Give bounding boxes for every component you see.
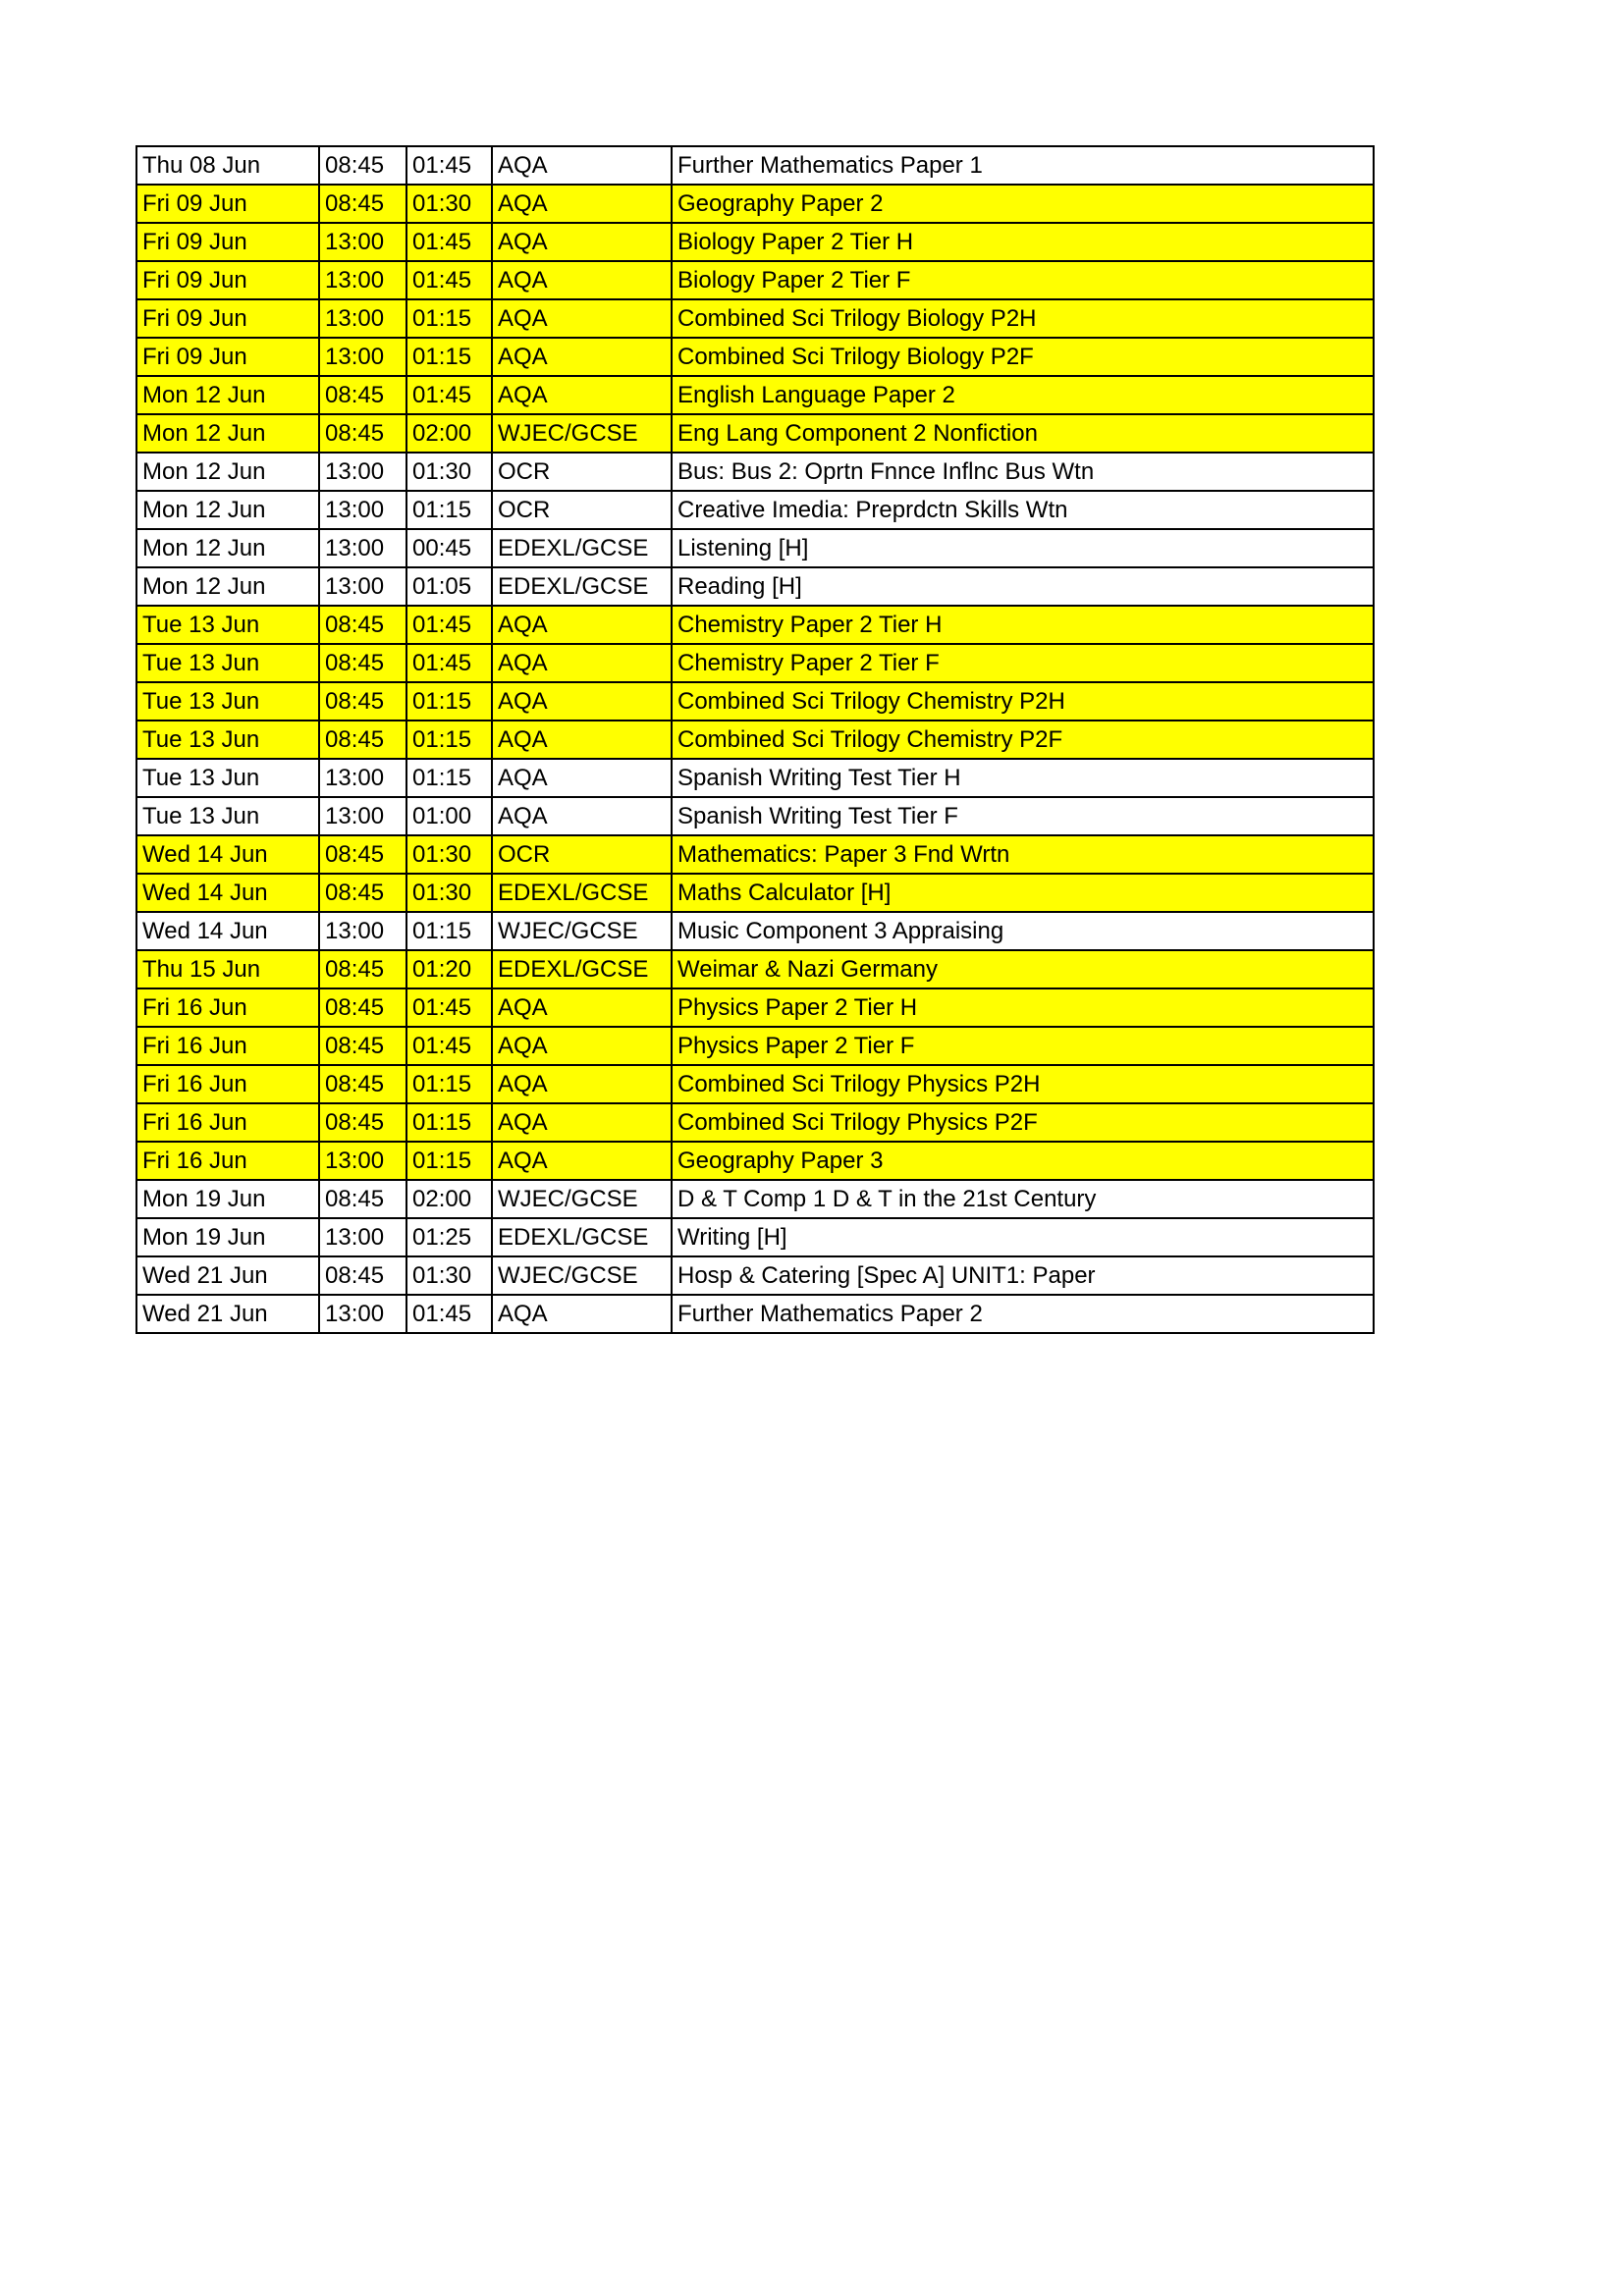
exam-date: Mon 19 Jun [136,1180,319,1218]
table-row [136,453,1374,491]
table-row [136,721,1374,759]
exam-board: AQA [492,644,672,682]
exam-subject: Combined Sci Trilogy Chemistry P2H [672,682,1374,721]
exam-date: Wed 14 Jun [136,874,319,912]
exam-subject: Physics Paper 2 Tier F [672,1027,1374,1065]
exam-duration: 01:15 [406,338,492,376]
exam-duration: 01:15 [406,1142,492,1180]
exam-subject: Physics Paper 2 Tier H [672,988,1374,1027]
exam-start-time: 08:45 [319,1256,406,1295]
exam-start-time: 13:00 [319,453,406,491]
exam-timetable [135,145,1375,1334]
exam-board: AQA [492,376,672,414]
exam-subject: Music Component 3 Appraising [672,912,1374,950]
table-row [136,1142,1374,1180]
exam-date: Fri 09 Jun [136,185,319,223]
exam-duration: 01:45 [406,223,492,261]
exam-start-time: 08:45 [319,1180,406,1218]
exam-duration: 01:30 [406,1256,492,1295]
exam-date: Mon 12 Jun [136,453,319,491]
exam-board: EDEXL/GCSE [492,1218,672,1256]
exam-subject: Geography Paper 3 [672,1142,1374,1180]
exam-board: WJEC/GCSE [492,1256,672,1295]
exam-subject: Chemistry Paper 2 Tier H [672,606,1374,644]
exam-date: Mon 19 Jun [136,1218,319,1256]
exam-duration: 01:45 [406,146,492,185]
exam-subject: Biology Paper 2 Tier F [672,261,1374,299]
table-row [136,1180,1374,1218]
exam-board: WJEC/GCSE [492,1180,672,1218]
exam-board: OCR [492,491,672,529]
exam-subject: Writing [H] [672,1218,1374,1256]
table-row [136,1027,1374,1065]
exam-duration: 01:30 [406,453,492,491]
exam-subject: Bus: Bus 2: Oprtn Fnnce Inflnc Bus Wtn [672,453,1374,491]
exam-duration: 01:05 [406,567,492,606]
exam-board: AQA [492,606,672,644]
table-row [136,797,1374,835]
table-row [136,261,1374,299]
table-row [136,1295,1374,1333]
exam-board: AQA [492,1103,672,1142]
table-row [136,567,1374,606]
exam-date: Mon 12 Jun [136,376,319,414]
exam-date: Fri 16 Jun [136,988,319,1027]
exam-duration: 01:45 [406,261,492,299]
exam-subject: Combined Sci Trilogy Physics P2F [672,1103,1374,1142]
exam-start-time: 13:00 [319,912,406,950]
exam-start-time: 13:00 [319,223,406,261]
exam-board: OCR [492,835,672,874]
exam-subject: Spanish Writing Test Tier H [672,759,1374,797]
exam-duration: 01:25 [406,1218,492,1256]
exam-board: EDEXL/GCSE [492,950,672,988]
exam-start-time: 08:45 [319,644,406,682]
exam-subject: Further Mathematics Paper 2 [672,1295,1374,1333]
exam-board: OCR [492,453,672,491]
exam-subject: Geography Paper 2 [672,185,1374,223]
exam-subject: Creative Imedia: Preprdctn Skills Wtn [672,491,1374,529]
exam-start-time: 08:45 [319,1103,406,1142]
table-row [136,185,1374,223]
exam-board: AQA [492,1142,672,1180]
exam-date: Mon 12 Jun [136,491,319,529]
exam-duration: 01:45 [406,1295,492,1333]
exam-board: AQA [492,797,672,835]
exam-date: Tue 13 Jun [136,644,319,682]
exam-subject: Spanish Writing Test Tier F [672,797,1374,835]
table-row [136,223,1374,261]
exam-start-time: 13:00 [319,491,406,529]
exam-subject: Biology Paper 2 Tier H [672,223,1374,261]
exam-date: Wed 14 Jun [136,835,319,874]
exam-duration: 01:45 [406,606,492,644]
exam-board: AQA [492,1027,672,1065]
exam-duration: 01:45 [406,988,492,1027]
exam-duration: 02:00 [406,1180,492,1218]
exam-board: EDEXL/GCSE [492,567,672,606]
exam-date: Fri 16 Jun [136,1065,319,1103]
exam-date: Fri 09 Jun [136,261,319,299]
table-row [136,759,1374,797]
table-row [136,874,1374,912]
exam-subject: Combined Sci Trilogy Biology P2H [672,299,1374,338]
exam-board: AQA [492,223,672,261]
exam-subject: D & T Comp 1 D & T in the 21st Century [672,1180,1374,1218]
table-row [136,146,1374,185]
exam-date: Fri 09 Jun [136,299,319,338]
exam-timetable-container [135,145,1373,1334]
exam-subject: Further Mathematics Paper 1 [672,146,1374,185]
table-row [136,644,1374,682]
exam-board: EDEXL/GCSE [492,874,672,912]
exam-date: Mon 12 Jun [136,567,319,606]
table-row [136,338,1374,376]
exam-start-time: 13:00 [319,1218,406,1256]
exam-start-time: 13:00 [319,299,406,338]
exam-date: Tue 13 Jun [136,682,319,721]
exam-date: Tue 13 Jun [136,606,319,644]
table-row [136,529,1374,567]
exam-board: WJEC/GCSE [492,912,672,950]
table-row [136,606,1374,644]
exam-board: AQA [492,721,672,759]
exam-duration: 00:45 [406,529,492,567]
exam-duration: 01:15 [406,759,492,797]
exam-start-time: 08:45 [319,606,406,644]
exam-date: Mon 12 Jun [136,529,319,567]
exam-date: Thu 15 Jun [136,950,319,988]
exam-start-time: 08:45 [319,146,406,185]
exam-board: AQA [492,185,672,223]
exam-start-time: 08:45 [319,874,406,912]
exam-start-time: 08:45 [319,376,406,414]
exam-start-time: 08:45 [319,835,406,874]
exam-subject: Combined Sci Trilogy Physics P2H [672,1065,1374,1103]
exam-start-time: 08:45 [319,185,406,223]
exam-timetable-body [136,146,1374,1333]
exam-duration: 01:15 [406,299,492,338]
exam-start-time: 13:00 [319,338,406,376]
exam-subject: Maths Calculator [H] [672,874,1374,912]
exam-duration: 01:00 [406,797,492,835]
exam-duration: 01:45 [406,1027,492,1065]
table-row [136,682,1374,721]
exam-board: AQA [492,261,672,299]
exam-start-time: 13:00 [319,261,406,299]
exam-date: Fri 16 Jun [136,1027,319,1065]
exam-date: Tue 13 Jun [136,759,319,797]
exam-board: AQA [492,759,672,797]
exam-duration: 01:45 [406,644,492,682]
exam-date: Mon 12 Jun [136,414,319,453]
exam-start-time: 08:45 [319,950,406,988]
exam-duration: 01:30 [406,835,492,874]
exam-start-time: 08:45 [319,682,406,721]
exam-date: Fri 09 Jun [136,223,319,261]
exam-start-time: 13:00 [319,1295,406,1333]
table-row [136,1256,1374,1295]
exam-duration: 01:15 [406,721,492,759]
exam-start-time: 13:00 [319,567,406,606]
table-row [136,376,1374,414]
exam-board: EDEXL/GCSE [492,529,672,567]
table-row [136,299,1374,338]
exam-subject: Reading [H] [672,567,1374,606]
exam-duration: 01:15 [406,1065,492,1103]
exam-start-time: 08:45 [319,1065,406,1103]
exam-start-time: 13:00 [319,529,406,567]
table-row [136,988,1374,1027]
exam-board: AQA [492,682,672,721]
exam-subject: Combined Sci Trilogy Biology P2F [672,338,1374,376]
exam-duration: 02:00 [406,414,492,453]
exam-board: AQA [492,1065,672,1103]
exam-board: AQA [492,1295,672,1333]
exam-duration: 01:30 [406,185,492,223]
exam-board: AQA [492,988,672,1027]
exam-board: AQA [492,146,672,185]
exam-board: AQA [492,299,672,338]
table-row [136,491,1374,529]
table-row [136,835,1374,874]
exam-subject: Hosp & Catering [Spec A] UNIT1: Paper [672,1256,1374,1295]
exam-subject: English Language Paper 2 [672,376,1374,414]
table-row [136,1103,1374,1142]
exam-date: Wed 14 Jun [136,912,319,950]
exam-date: Wed 21 Jun [136,1256,319,1295]
exam-date: Thu 08 Jun [136,146,319,185]
exam-start-time: 08:45 [319,988,406,1027]
exam-board: AQA [492,338,672,376]
exam-date: Fri 16 Jun [136,1103,319,1142]
exam-date: Tue 13 Jun [136,797,319,835]
exam-start-time: 08:45 [319,1027,406,1065]
exam-date: Fri 16 Jun [136,1142,319,1180]
exam-start-time: 13:00 [319,1142,406,1180]
exam-date: Fri 09 Jun [136,338,319,376]
exam-duration: 01:45 [406,376,492,414]
exam-subject: Weimar & Nazi Germany [672,950,1374,988]
table-row [136,912,1374,950]
exam-subject: Combined Sci Trilogy Chemistry P2F [672,721,1374,759]
exam-duration: 01:15 [406,491,492,529]
table-row [136,950,1374,988]
exam-duration: 01:30 [406,874,492,912]
exam-start-time: 08:45 [319,414,406,453]
exam-subject: Eng Lang Component 2 Nonfiction [672,414,1374,453]
exam-date: Wed 21 Jun [136,1295,319,1333]
exam-board: WJEC/GCSE [492,414,672,453]
table-row [136,1065,1374,1103]
exam-subject: Listening [H] [672,529,1374,567]
exam-start-time: 13:00 [319,797,406,835]
exam-duration: 01:15 [406,912,492,950]
exam-start-time: 08:45 [319,721,406,759]
exam-duration: 01:20 [406,950,492,988]
exam-date: Tue 13 Jun [136,721,319,759]
table-row [136,1218,1374,1256]
exam-start-time: 13:00 [319,759,406,797]
exam-subject: Mathematics: Paper 3 Fnd Wrtn [672,835,1374,874]
exam-subject: Chemistry Paper 2 Tier F [672,644,1374,682]
table-row [136,414,1374,453]
exam-duration: 01:15 [406,1103,492,1142]
exam-duration: 01:15 [406,682,492,721]
